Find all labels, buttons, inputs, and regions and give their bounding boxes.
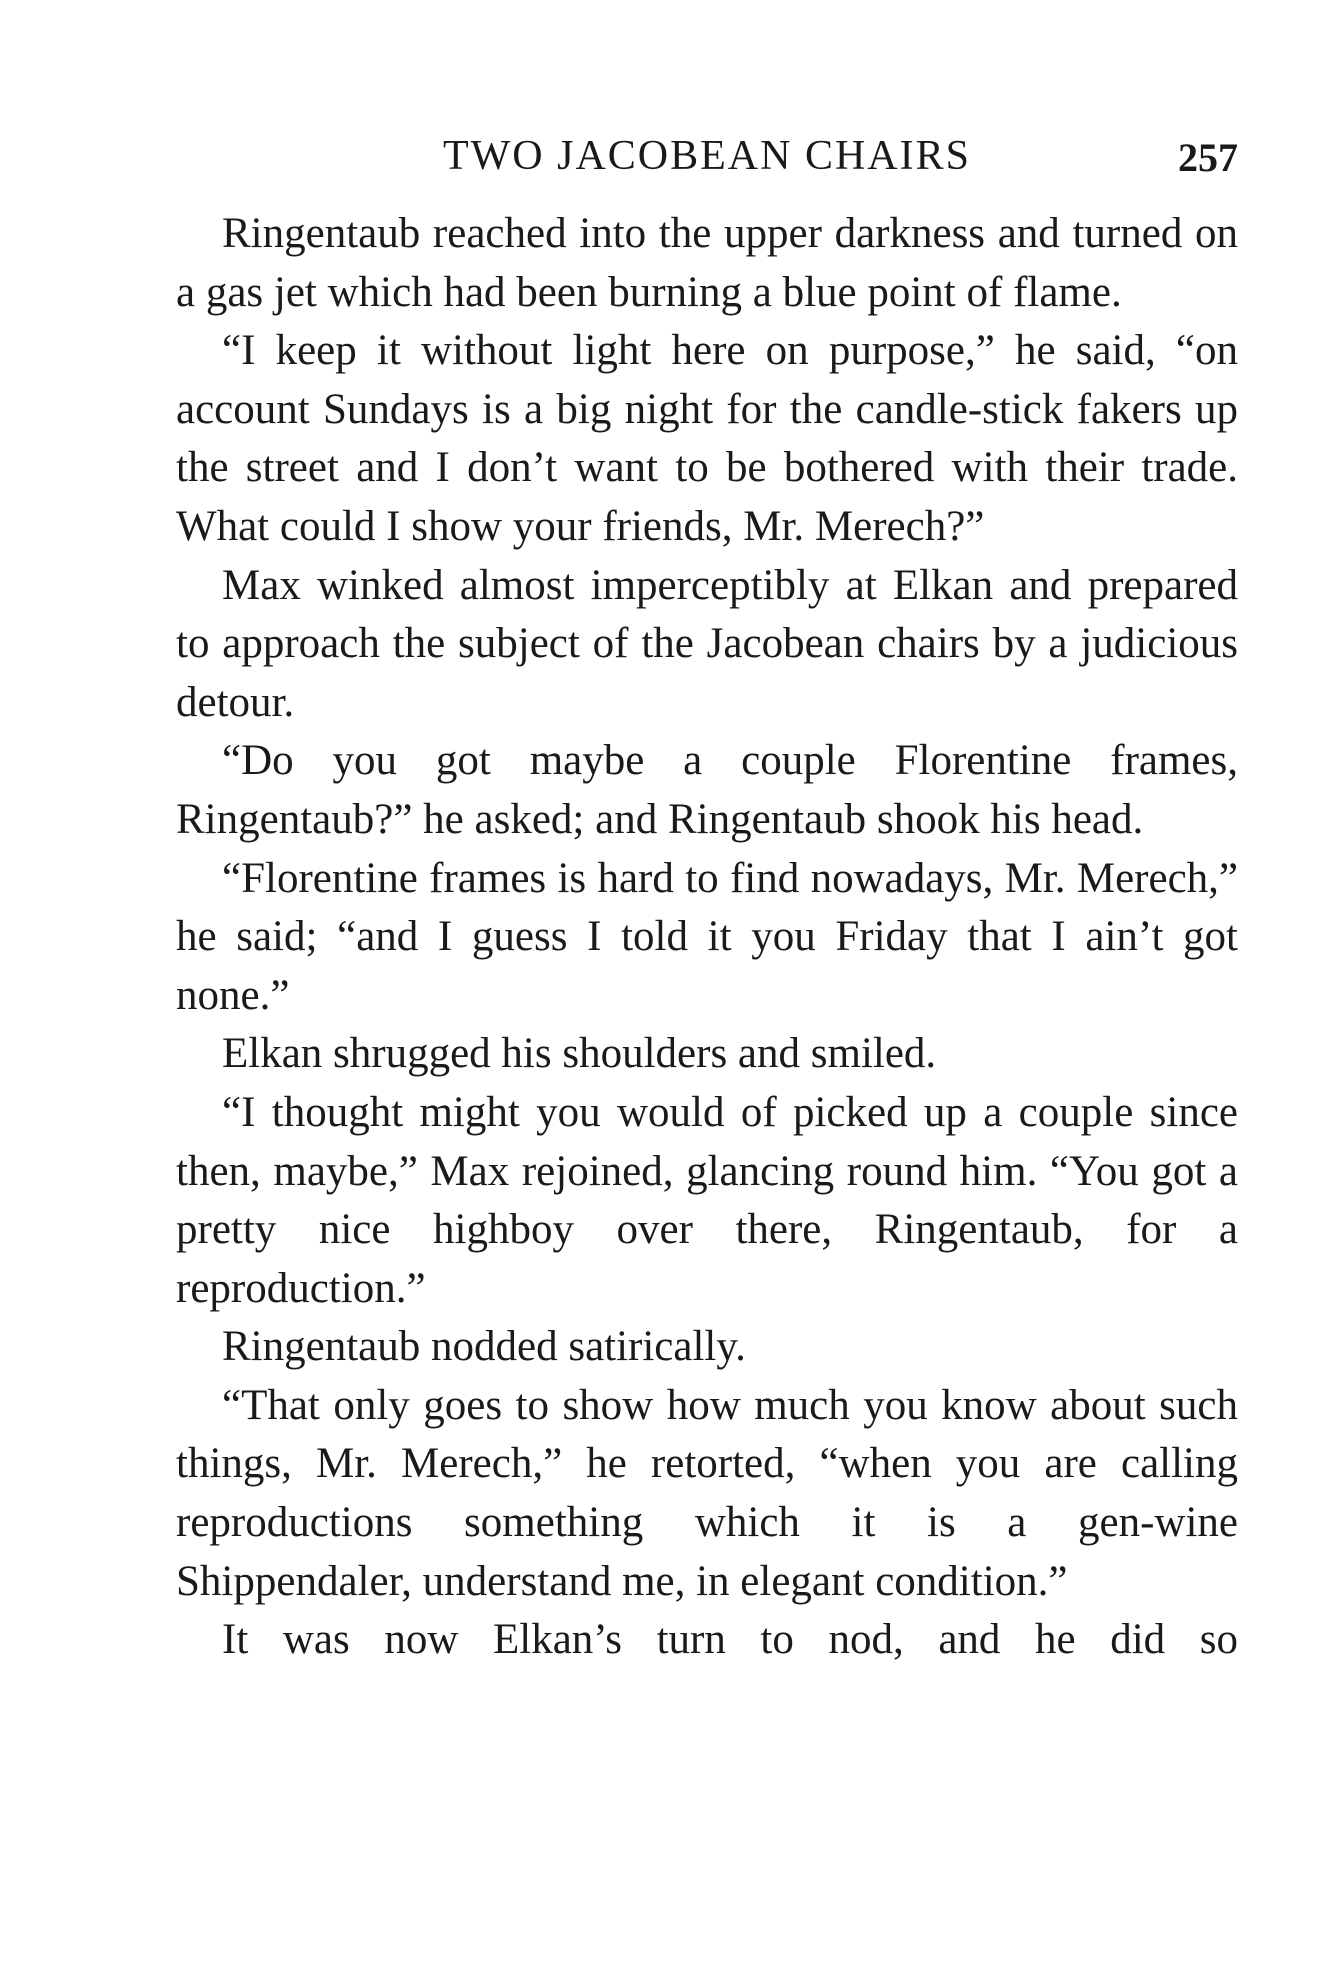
page-number: 257 [1178,135,1238,180]
paragraph: Ringentaub reached into the upper darkness and turned on a gas jet which had been burning a blue point of flame. [176,210,1238,316]
running-title: TWO JACOBEAN CHAIRS [442,133,971,179]
paragraph: Elkan shrugged his shoulders and smiled. [222,1030,937,1078]
text-body [176,205,1238,1670]
paragraph: “Do you got maybe a couple Florentine frames, Ringentaub?” he asked; and Ringentaub shook his head. [176,737,1238,843]
running-head [176,128,1238,184]
paragraph: “I thought might you would of picked up a couple since then, maybe,” Max rejoined, glancing round him. “You got a pretty nice highboy over there, Ringentaub, for a reproduction.” [176,1088,1238,1312]
paragraph: It was now Elkan’s turn to nod, and he did so [222,1616,1238,1664]
paragraph: “That only goes to show how much you know about such things, Mr. Merech,” he retorted, “when you are calling reproductions something which it is a gen-wine Shippendaler, understand me, in elegant condition.” [176,1381,1238,1605]
paragraph: Ringentaub nodded satirically. [222,1323,746,1371]
paragraph: Max winked almost imperceptibly at Elkan and prepared to approach the subject of the Jacobean chairs by a judicious detour. [176,561,1238,726]
paragraph: “Florentine frames is hard to find nowadays, Mr. Merech,” he said; “and I guess I told it you Friday that I ain’t got none.” [176,854,1238,1019]
paragraph: “I keep it without light here on purpose,” he said, “on account Sundays is a big night for the candle-stick fakers up the street and I don’t want to be bothered with their trade. What could I show your friends, Mr. Merech?” [176,327,1238,550]
